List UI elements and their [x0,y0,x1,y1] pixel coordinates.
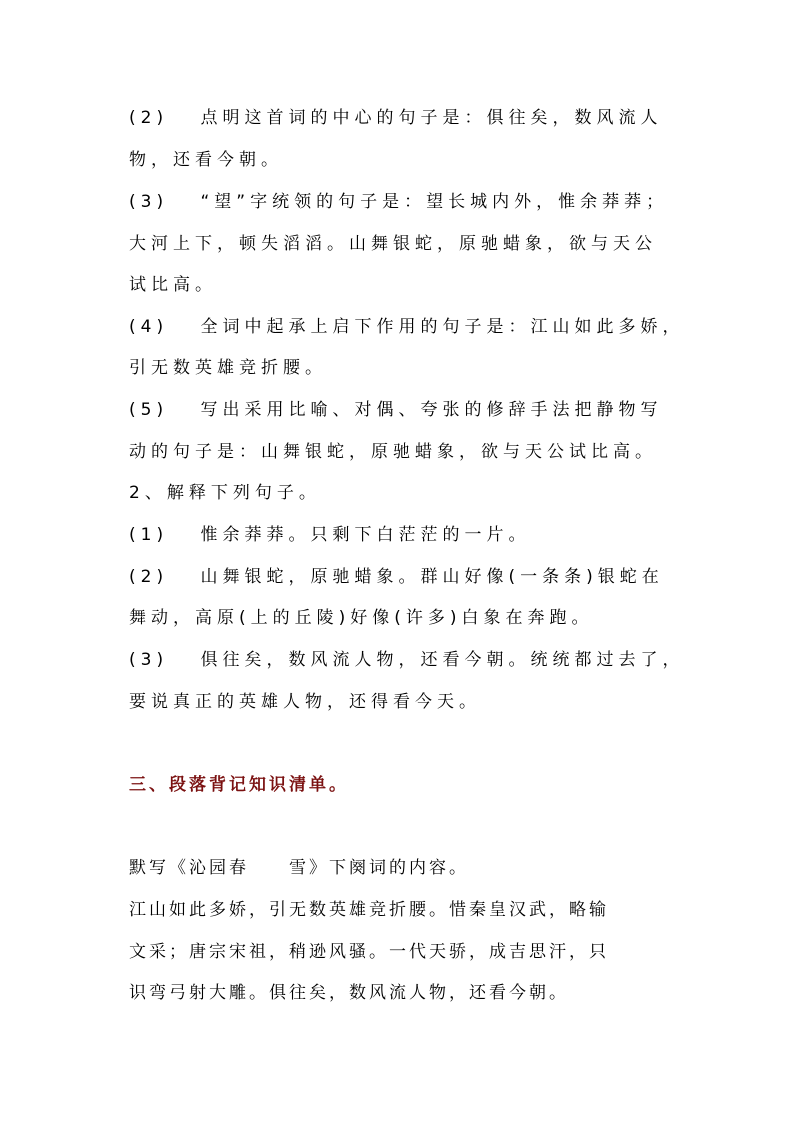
answer-line: (2) 点明这首词的中心的句子是：俱往矣，数风流人 [129,108,663,128]
answer-line: 要说真正的英雄人物，还得看今天。 [129,692,481,712]
answer-line: 大河上下，顿失滔滔。山舞银蛇，原驰蜡象，欲与天公 [129,234,657,254]
answer-line: (3) 俱往矣，数风流人物，还看今朝。统统都过去了， [129,650,685,670]
poem-line: 识弯弓射大雕。俱往矣，数风流人物，还看今朝。 [129,983,569,1003]
answer-line: 物，还看今朝。 [129,150,283,170]
answer-line: (5) 写出采用比喻、对偶、夸张的修辞手法把静物写 [129,400,663,420]
answer-line: 舞动，高原(上的丘陵)好像(许多)白象在奔跑。 [129,608,594,628]
task-instruction: 默写《沁园春 雪》下阕词的内容。 [129,858,469,878]
answer-line: (2) 山舞银蛇，原驰蜡象。群山好像(一条条)银蛇在 [129,567,664,587]
answer-line: 试比高。 [129,275,217,295]
answer-line: (1) 惟余莽莽。只剩下白茫茫的一片。 [129,525,531,545]
poem-line: 江山如此多娇，引无数英雄竞折腰。惜秦皇汉武，略输 [129,900,609,920]
section-heading: 三、段落背记知识清单。 [129,775,349,795]
section-item-heading: 2、解释下列句子。 [129,483,321,503]
answer-line: (4) 全词中起承上启下作用的句子是：江山如此多娇， [129,317,685,337]
answer-line: 引无数英雄竞折腰。 [129,358,327,378]
answer-line: 动的句子是：山舞银蛇，原驰蜡象，欲与天公试比高。 [129,442,657,462]
poem-line: 文采；唐宗宋祖，稍逊风骚。一代天骄，成吉思汗，只 [129,942,609,962]
answer-line: (3) “望”字统领的句子是：望长城内外，惟余莽莽； [129,192,669,212]
